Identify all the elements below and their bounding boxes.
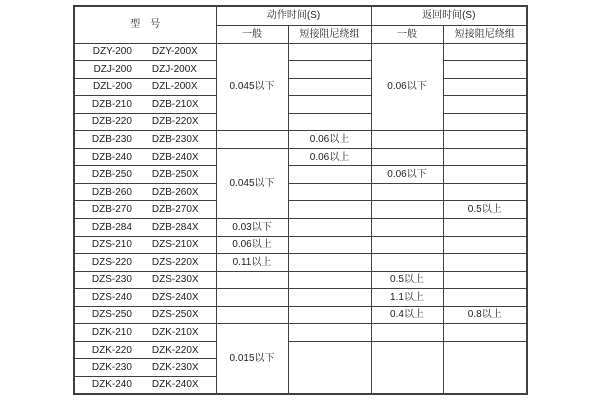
return-general-cell: [371, 254, 443, 272]
action-damped-cell: [288, 218, 371, 236]
return-damped-cell: [443, 341, 527, 394]
action-damped-cell: [288, 166, 371, 184]
model-name-x: DZK-210X: [151, 327, 199, 339]
table-row: [74, 183, 527, 201]
model-name: DZS-230: [91, 274, 132, 286]
action-general-cell: 0.11以上: [216, 254, 288, 272]
model-name-x: DZK-240X: [151, 379, 199, 391]
action-damped-cell: [288, 289, 371, 307]
action-damped-cell: [288, 306, 371, 324]
model-name: DZB-230: [91, 134, 132, 145]
model-name-x: DZS-220X: [151, 256, 199, 268]
model-name-x: DZK-230X: [151, 362, 199, 374]
action-damped-cell: [288, 254, 371, 272]
model-name-x: DZB-250X: [151, 169, 199, 181]
action-damped-cell: [288, 113, 371, 131]
return-general-cell: [371, 324, 443, 342]
return-general-cell: 0.4以上: [371, 306, 443, 324]
action-damped-cell: [288, 341, 371, 394]
model-name: DZS-240: [91, 291, 132, 303]
model-name: DZK-220: [91, 344, 132, 356]
model-name-x: DZS-240X: [151, 291, 199, 303]
header-row-1: [74, 6, 527, 25]
action-damped-cell: [288, 183, 371, 201]
model-name: DZK-240: [91, 379, 132, 391]
model-cell: [74, 131, 216, 149]
model-cell: [74, 254, 216, 272]
spec-table: [73, 5, 528, 395]
return-damped-cell: [443, 271, 527, 289]
model-cell: [74, 236, 216, 254]
model-name-x: DZB-220X: [151, 116, 199, 128]
action-damped-cell: [288, 201, 371, 219]
header-action-time: 动作时间(S): [216, 6, 371, 25]
return-damped-cell: 0.5以上: [443, 201, 527, 219]
action-damped-cell: 0.06以上: [288, 131, 371, 149]
header-action-damped: 短接阻尼绕组: [288, 25, 371, 43]
model-cell: [74, 61, 216, 79]
return-general-cell: [371, 218, 443, 236]
action-general-cell: [216, 131, 288, 149]
return-damped-cell: [443, 289, 527, 307]
action-general-cell: [216, 289, 288, 307]
return-general-cell: [371, 201, 443, 219]
table-row: [74, 131, 527, 149]
model-name: DZB-240: [91, 151, 132, 163]
table-row: [74, 78, 527, 96]
action-damped-cell: [288, 271, 371, 289]
return-damped-cell: [443, 218, 527, 236]
return-general-cell: [371, 183, 443, 201]
return-damped-cell: [443, 113, 527, 131]
action-general-cell: 0.03以下: [216, 218, 288, 236]
action-general-cell: [216, 271, 288, 289]
table-row: [74, 148, 527, 166]
action-damped-cell: [288, 324, 371, 342]
model-name-x: DZB-260X: [151, 186, 199, 198]
model-name-x: DZK-220X: [151, 344, 199, 356]
model-cell: [74, 271, 216, 289]
model-cell: [74, 289, 216, 307]
table-row: [74, 341, 527, 359]
model-cell: [74, 376, 216, 394]
model-name-x: DZB-210X: [151, 98, 199, 110]
header-return-general: 一般: [371, 25, 443, 43]
return-damped-cell: [443, 131, 527, 149]
header-return-time: 返回时间(S): [371, 6, 527, 25]
return-damped-cell: [443, 324, 527, 342]
return-general-cell: 0.06以下: [371, 166, 443, 184]
model-name: DZK-210: [91, 327, 132, 339]
model-cell: [74, 96, 216, 114]
table-row: [74, 201, 527, 219]
table-row: [74, 306, 527, 324]
model-cell: [74, 218, 216, 236]
model-name: DZK-230: [91, 362, 132, 374]
action-damped-cell: [288, 78, 371, 96]
table-row: [74, 271, 527, 289]
model-name-x: DZB-270X: [151, 204, 199, 216]
action-damped-cell: 0.06以上: [288, 148, 371, 166]
return-damped-cell: [443, 61, 527, 79]
table-row: [74, 43, 527, 61]
model-cell: [74, 43, 216, 61]
table-row: [74, 289, 527, 307]
table-row: [74, 324, 527, 342]
action-general-cell: 0.06以上: [216, 236, 288, 254]
action-damped-cell: [288, 43, 371, 61]
model-cell: [74, 306, 216, 324]
return-damped-cell: [443, 236, 527, 254]
model-cell: [74, 166, 216, 184]
model-name: DZJ-200: [93, 63, 132, 75]
model-name: DZB-220: [91, 116, 132, 128]
action-general-cell: 0.015以下: [216, 324, 288, 394]
return-damped-cell: [443, 96, 527, 114]
model-name: DZB-270: [91, 204, 132, 216]
model-name: DZS-250: [91, 309, 132, 321]
action-general-cell: [216, 306, 288, 324]
model-name: DZB-250: [91, 169, 132, 181]
header-action-general: 一般: [216, 25, 288, 43]
model-name: DZS-220: [91, 256, 132, 268]
model-name: DZB-260: [91, 186, 132, 198]
return-damped-cell: 0.8以上: [443, 306, 527, 324]
model-name-x: DZL-200X: [151, 81, 198, 93]
return-general-cell: 1.1以上: [371, 289, 443, 307]
model-cell: [74, 78, 216, 96]
return-general-cell: [371, 236, 443, 254]
model-cell: [74, 183, 216, 201]
action-general-cell: 0.045以下: [216, 43, 288, 131]
model-name-x: DZJ-200X: [151, 63, 197, 75]
action-damped-cell: [288, 96, 371, 114]
model-cell: [74, 148, 216, 166]
model-name: DZY-200: [92, 46, 132, 58]
model-name: DZB-210: [91, 98, 132, 110]
return-damped-cell: [443, 254, 527, 272]
action-damped-cell: [288, 236, 371, 254]
return-general-cell: 0.5以上: [371, 271, 443, 289]
return-general-cell: [371, 148, 443, 166]
action-damped-cell: [288, 61, 371, 79]
header-return-damped: 短接阻尼绕组: [443, 25, 527, 43]
return-damped-cell: [443, 166, 527, 184]
model-name: DZL-200: [93, 81, 132, 93]
return-general-cell: [371, 131, 443, 149]
model-name-x: DZY-200X: [151, 46, 198, 58]
model-name: DZB-284: [91, 221, 132, 233]
model-name-x: DZS-230X: [151, 274, 199, 286]
return-damped-cell: [443, 148, 527, 166]
table-row: [74, 166, 527, 184]
table-row: [74, 236, 527, 254]
table-row: [74, 61, 527, 79]
model-name-x: DZB-230X: [151, 134, 199, 145]
action-general-cell: 0.045以下: [216, 148, 288, 218]
model-name-x: DZS-210X: [151, 239, 199, 251]
header-model: 型 号: [74, 6, 216, 43]
return-general-cell: 0.06以下: [371, 43, 443, 131]
model-name-x: DZB-284X: [151, 221, 199, 233]
model-name: DZS-210: [91, 239, 132, 251]
return-damped-cell: [443, 183, 527, 201]
model-cell: [74, 324, 216, 342]
return-damped-cell: [443, 43, 527, 61]
table-row: [74, 218, 527, 236]
table-row: [74, 96, 527, 114]
model-name-x: DZS-250X: [151, 309, 199, 321]
table-row: [74, 113, 527, 131]
return-damped-cell: [443, 78, 527, 96]
model-cell: [74, 201, 216, 219]
model-name-x: DZB-240X: [151, 151, 199, 163]
model-cell: [74, 113, 216, 131]
model-cell: [74, 359, 216, 377]
table-row: [74, 254, 527, 272]
return-general-cell: [371, 341, 443, 394]
model-cell: [74, 341, 216, 359]
